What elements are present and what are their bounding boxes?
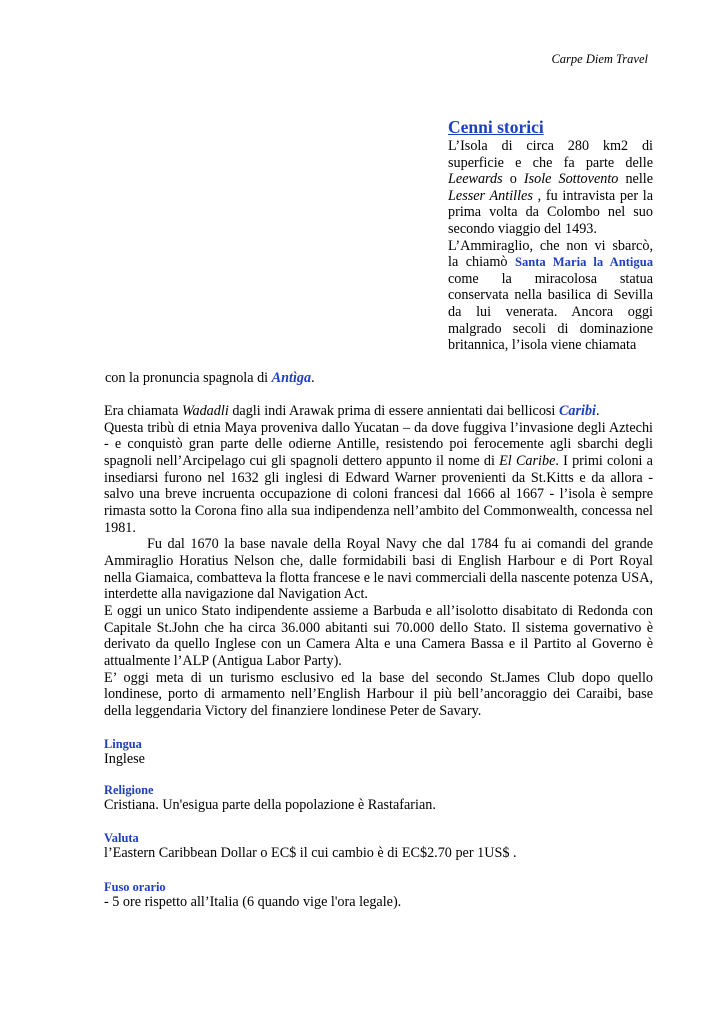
body-text — [104, 403, 653, 719]
fuso-orario-value: - 5 ore rispetto all’Italia (6 quando vige l'ora legale). — [104, 894, 402, 910]
body-paragraph-4: E oggi un unico Stato indipendente assieme a Barbuda e all’isolotto disabitato di Redonda con Capitale St.John che ha circa 36.000 abitanti sui 70.000 dello Stato. Il sistema governativo è derivato da quello Inglese con un Camera Alta e una Camera Bassa e il Partito al Governo è attualmente l’ALP (Antigua Labor Party). — [104, 602, 653, 669]
wadadli-term: Wadadli — [181, 403, 229, 419]
valuta-value: l’Eastern Caribbean Dollar o EC$ il cui cambio è di EC$2.70 per 1US$ . — [104, 845, 517, 861]
section-fuso-orario — [104, 880, 653, 911]
continuation-line: con la pronuncia spagnola di Antìga. — [105, 370, 315, 386]
body-paragraph-3: Fu dal 1670 la base navale della Royal Navy che dal 1784 fu ai comandi del grande Ammiraglio Horatius Nelson che, dalle formidabili basi di English Harbour e di Port Royal nella Giamaica, combatteva la flotta francese e le navi commerciali della nascente potenza USA, interdette alla navigazione dal Navigation Act. — [104, 536, 653, 603]
antiga-term: Antìga — [271, 370, 312, 386]
fuso-orario-heading: Fuso orario — [104, 880, 166, 894]
intro-column — [448, 117, 653, 354]
santa-maria-term: Santa Maria la Antigua — [514, 255, 653, 270]
religione-heading: Religione — [104, 783, 154, 797]
intro-paragraph-1: L’Isola di circa 280 km2 di superficie e che fa parte delle Leewards o Isole Sottovento nelle Lesser Antilles , fu intravista per la prima volta da Colombo nel suo secondo viaggio del 1493. — [448, 138, 654, 237]
caribi-term: Caribi — [558, 403, 596, 419]
body-paragraph-5: E’ oggi meta di un turismo esclusivo ed la base del secondo St.James Club dopo quello londinese, porto di armamento nell’English Harbour il più bell’ancoraggio dei Caraibi, base della leggendaria Victory del finanziere londinese Peter de Savary. — [104, 669, 653, 719]
religione-value: Cristiana. Un'esigua parte della popolazione è Rastafarian. — [104, 797, 436, 813]
intro-paragraph-2: L’Ammiraglio, che non vi sbarcò, la chiamò Santa Maria la Antigua come la miracolosa statua conservata nella basilica di Sevilla da lui venerata. Ancora oggi malgrado secoli di dominazione britannica, l’isola viene chiamata — [448, 237, 653, 354]
valuta-heading: Valuta — [104, 831, 139, 845]
section-valuta — [104, 831, 653, 862]
lesser-antilles-term: Lesser Antilles — [448, 187, 533, 204]
header-brand: Carpe Diem Travel — [551, 52, 648, 66]
body-paragraph-1: Era chiamata Wadadli dagli indi Arawak prima di essere annientati dai bellicosi Caribi. — [104, 403, 600, 419]
body-paragraph-2: Questa tribù di etnia Maya proveniva dallo Yucatan – da dove fuggiva l’invasione degli Aztechi - e conquistò gran parte delle odierne Antille, resistendo poi ferocemente agli sbarchi degli spagnoli nell’Arcipelago cui gli spagnoli dettero appunto il nome di El Caribe. I primi coloni a insediarsi furono nel 1632 gli inglesi di Edward Warner provenienti da St.Kitts e da allora - salvo una breve incruenta occupazione di coloni francesi dal 1666 al 1667 - l’isola è sempre rimasta sotto la Corona fino alla sua indipendenza nell’ambito del Commonwealth, concessa nel 1981. — [104, 419, 653, 536]
section-title: Cenni storici — [448, 117, 544, 137]
isole-sottovento-term: Isole Sottovento — [523, 171, 619, 188]
section-lingua — [104, 737, 653, 768]
section-religione — [104, 783, 653, 814]
leewards-term: Leewards — [448, 171, 503, 188]
el-caribe-term: El Caribe — [499, 452, 556, 469]
lingua-value: Inglese — [104, 751, 145, 767]
lingua-heading: Lingua — [104, 737, 142, 751]
